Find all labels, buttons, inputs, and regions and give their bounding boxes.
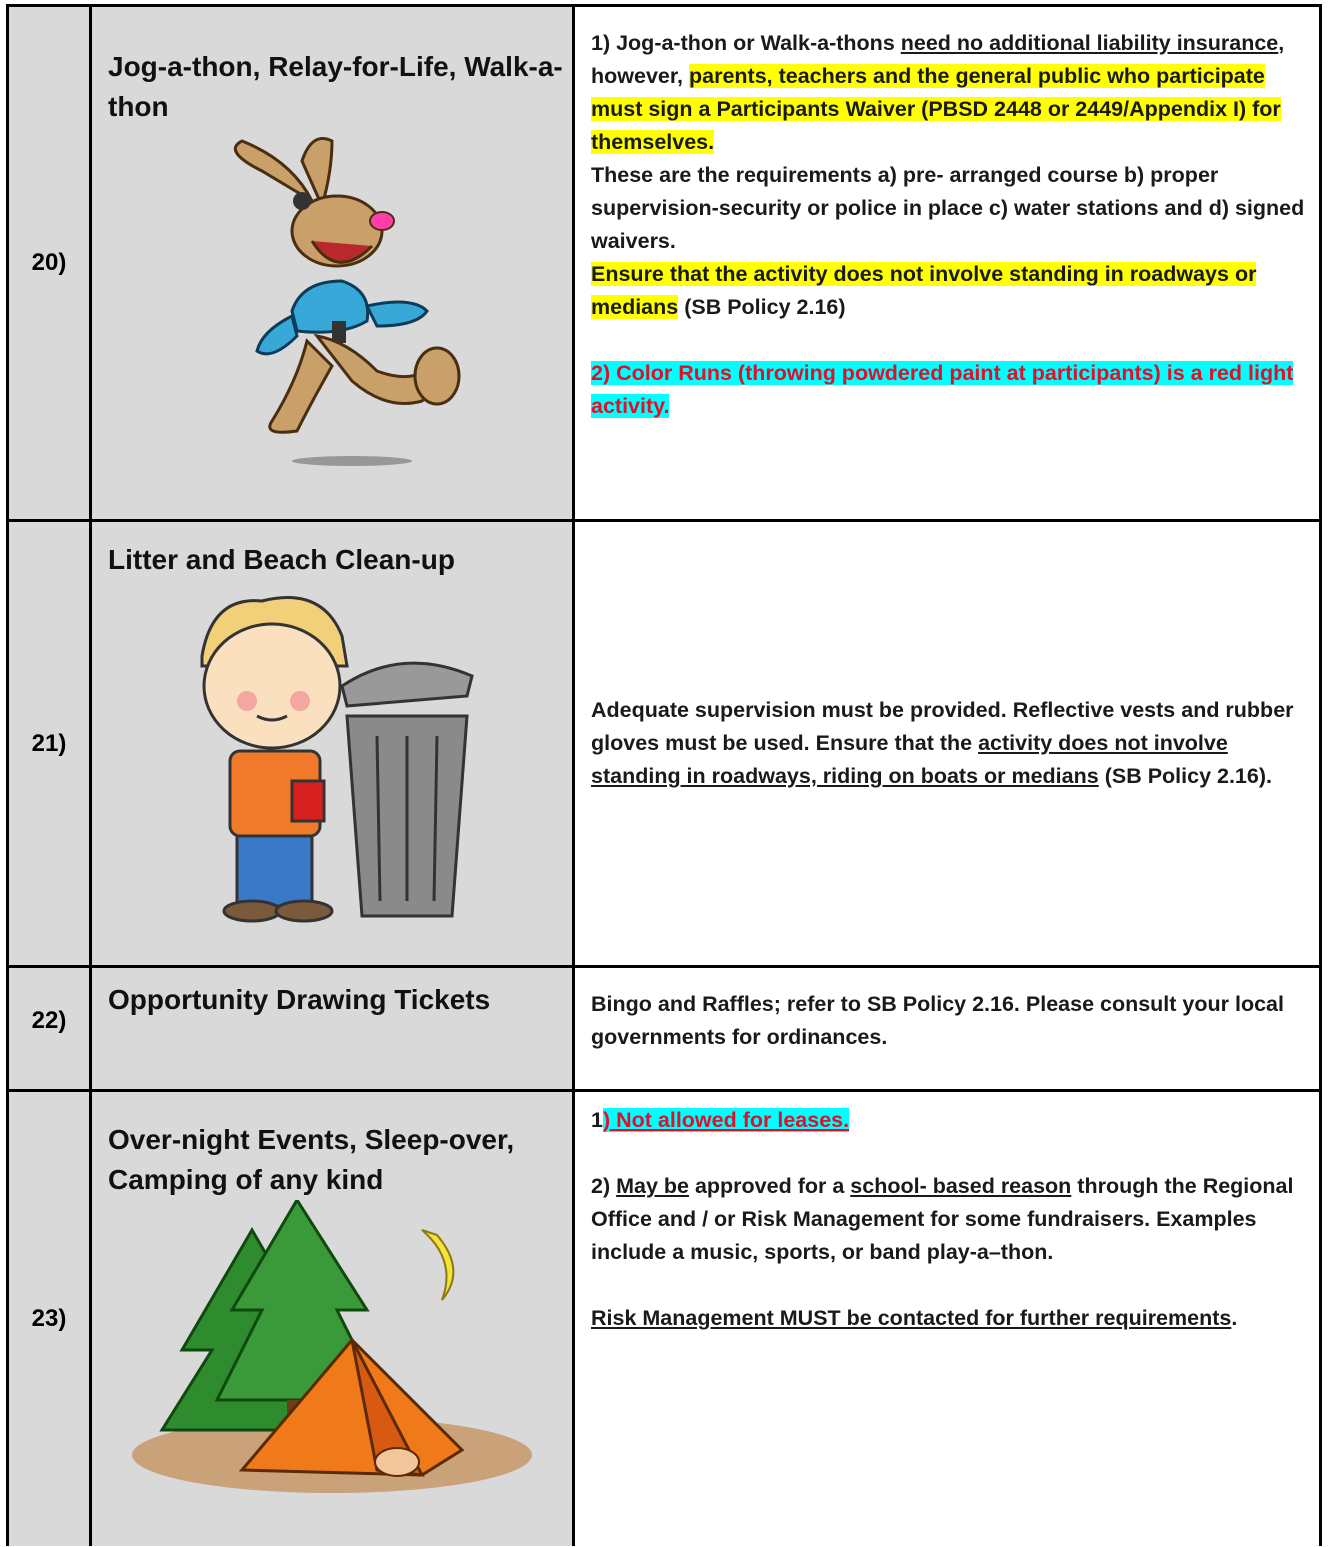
activity-cell — [91, 967, 574, 1091]
text-run: , however, — [591, 31, 1285, 88]
activity-title: Jog-a-thon, Relay-for-Life, Walk-a-thon — [108, 51, 563, 122]
activity-table — [6, 4, 1322, 1546]
description-text: Bingo and Raffles; refer to SB Policy 2.16. Please consult your local governments for ordinances. — [591, 992, 1284, 1049]
text-run: school- based reason — [850, 1174, 1072, 1198]
text-run: approved for a — [688, 1174, 851, 1198]
activity-cell — [91, 1091, 574, 1546]
activity-cell — [91, 521, 574, 967]
table-row — [8, 6, 1321, 521]
text-run: (SB Policy 2.16). — [1098, 764, 1272, 788]
running-rabbit-icon — [202, 131, 462, 471]
text-run: These are the requirements a) pre- arranged course b) proper supervision-security or police in place c) water stations and d) signed waivers. — [591, 163, 1305, 253]
description-text — [575, 1092, 1319, 1335]
camping-tent-icon — [122, 1200, 542, 1500]
text-run: 2) — [591, 1174, 617, 1198]
description-text — [575, 694, 1319, 793]
text-run: Adequate supervision must be provided. Reflective vests and rubber gloves must be used. Ensure that the — [591, 698, 1294, 755]
text-run: through the Regional Office and / or Risk Management for some fundraisers. Examples include a music, sports, or band play-a–thon. — [591, 1174, 1294, 1264]
description-cell — [574, 1091, 1321, 1546]
boy-with-trash-can-icon — [182, 586, 482, 926]
description-cell — [574, 6, 1321, 521]
red-light-warning: 2) Color Runs (throwing powdered paint at participants) is a red light activity. — [591, 361, 1294, 418]
table-row — [8, 967, 1321, 1091]
highlighted-text: parents, teachers and the general public who participate must sign a Participants Waiver (PBSD 2448 or 2449/Appendix I) for themselves. — [591, 64, 1281, 154]
description-cell — [574, 521, 1321, 967]
activity-cell — [91, 6, 574, 521]
row-number: 21) — [8, 521, 91, 967]
row-number: 20) — [8, 6, 91, 521]
text-run: activity does not involve standing in roadways, riding on boats or medians — [591, 731, 1228, 788]
activity-title: Opportunity Drawing Tickets — [108, 984, 491, 1015]
text-run: 1 — [591, 1108, 603, 1132]
text-run: . — [1231, 1306, 1238, 1330]
row-number: 23) — [8, 1091, 91, 1546]
description-text — [575, 7, 1319, 423]
activity-title: Litter and Beach Clean-up — [108, 544, 455, 575]
text-run: Risk Management MUST be contacted for further requirements — [591, 1306, 1232, 1330]
text-run: need no additional liability insurance — [900, 31, 1279, 55]
red-light-warning: ) Not allowed for leases. — [602, 1108, 850, 1132]
text-run: 1) Jog-a-thon or Walk-a-thons — [591, 31, 901, 55]
text-run: (SB Policy 2.16) — [678, 295, 846, 319]
text-run: May be — [616, 1174, 689, 1198]
description-cell — [574, 967, 1321, 1091]
table-row — [8, 521, 1321, 967]
row-number: 22) — [8, 967, 91, 1091]
highlighted-text: Ensure that the activity does not involve standing in roadways or medians — [591, 262, 1257, 319]
table-row — [8, 1091, 1321, 1546]
activity-title: Over-night Events, Sleep-over, Camping of any kind — [108, 1124, 515, 1195]
